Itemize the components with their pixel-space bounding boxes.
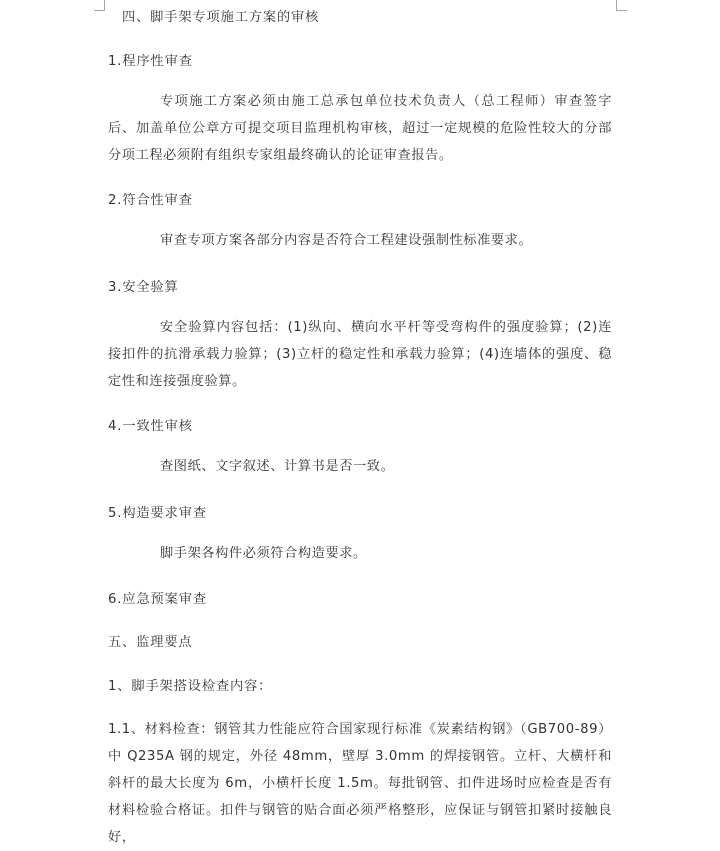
subheading-4-5: 5.构造要求审查 bbox=[108, 506, 207, 521]
paragraph-4-1: 专项施工方案必须由施工总承包单位技术负责人（总工程师）审查签字后、加盖单位公章方可提交项目监理机构审核，超过一定规模的危险性较大的分部分项工程必须附有组织专家组最终确认的论证审查报告。 bbox=[108, 94, 612, 163]
subheading-4-6: 6.应急预案审查 bbox=[108, 592, 207, 607]
section-heading-5: 五、监理要点 bbox=[108, 635, 193, 650]
paragraph-5-1-1: 1.1、材料检查：钢管其力性能应符合国家现行标准《炭素结构钢》（GB700-89）中 Q235A 钢的规定，外径 48mm，壁厚 3.0mm 的焊接钢管。立杆、大横杆和斜杆的最大长度为 6m，小横杆长度 1.5m。每批钢管、扣件进场时应检查是否有材料检验合格证。扣件与钢管的贴合面必须严格整形，应保证与钢管扣紧时接触良好， bbox=[108, 722, 612, 845]
subheading-4-3: 3.安全验算 bbox=[108, 280, 179, 295]
subheading-5-1: 1、脚手架搭设检查内容： bbox=[108, 679, 273, 694]
subheading-4-2: 2.符合性审查 bbox=[108, 193, 193, 208]
paragraph-4-2: 审查专项方案各部分内容是否符合工程建设强制性标准要求。 bbox=[160, 233, 533, 248]
subheading-4-4: 4.一致性审核 bbox=[108, 419, 193, 434]
paragraph-4-3: 安全验算内容包括：(1)纵向、横向水平杆等受弯构件的强度验算；(2)连接扣件的抗滑承载力验算；(3)立杆的稳定性和承载力验算；(4)连墙体的强度、稳定性和连接强度验算。 bbox=[108, 320, 612, 389]
paragraph-4-4: 查图纸、文字叙述、计算书是否一致。 bbox=[160, 459, 395, 474]
section-heading-4: 四、脚手架专项施工方案的审核 bbox=[122, 10, 320, 25]
subheading-4-1: 1.程序性审查 bbox=[108, 54, 193, 69]
paragraph-4-5: 脚手架各构件必须符合构造要求。 bbox=[160, 546, 367, 561]
